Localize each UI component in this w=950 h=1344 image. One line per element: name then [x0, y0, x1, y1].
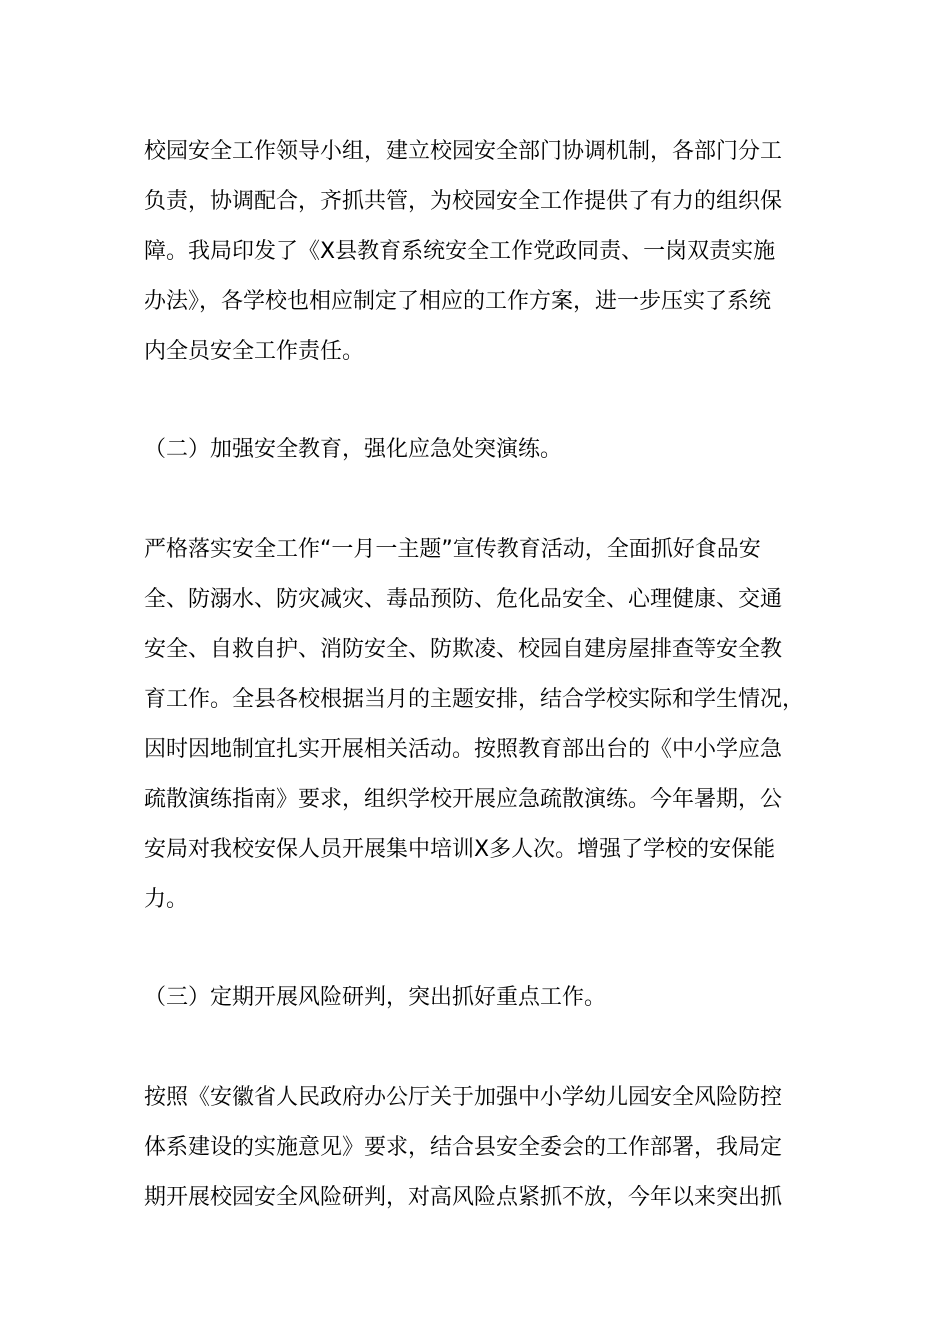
heading-text: （二）加强安全教育，强化应急处突演练。: [144, 437, 563, 462]
text-line: 安全、自救自护、消防安全、防欺凌、校园自建房屋排查等安全教: [144, 637, 783, 662]
text-line: 严格落实安全工作“一月一主题”宣传教育活动，全面抓好食品安: [144, 537, 761, 562]
text-line: 安局对我校安保人员开展集中培训X多人次。增强了学校的安保能: [144, 837, 776, 862]
paragraph-safety-education: [144, 525, 844, 925]
text-line: 障。我局印发了《X县教育系统安全工作党政同责、一岗双责实施: [144, 239, 776, 264]
text-line: 办法》，各学校也相应制定了相应的工作方案，进一步压实了系统: [144, 289, 772, 314]
heading-text: （三）定期开展风险研判，突出抓好重点工作。: [144, 985, 607, 1010]
text-line: 内全员安全工作责任。: [144, 339, 365, 364]
section-heading-2: [144, 425, 844, 475]
text-line: 负责，协调配合，齐抓共管，为校园安全工作提供了有力的组织保: [144, 189, 783, 214]
text-line: 全、防溺水、防灾减灾、毒品预防、危化品安全、心理健康、交通: [144, 587, 783, 612]
text-line: 校园安全工作领导小组，建立校园安全部门协调机制，各部门分工: [144, 139, 783, 164]
text-line: 力。: [144, 887, 189, 912]
text-line: 按照《安徽省人民政府办公厅关于加强中小学幼儿园安全风险防控: [144, 1085, 783, 1110]
section-heading-3: [144, 973, 844, 1023]
text-line: 期开展校园安全风险研判，对高风险点紧抓不放，今年以来突出抓: [144, 1185, 783, 1210]
paragraph-safety-organization: [144, 127, 844, 377]
text-line: 因时因地制宜扎实开展相关活动。按照教育部出台的《中小学应急: [144, 737, 783, 762]
text-line: 育工作。全县各校根据当月的主题安排，结合学校实际和学生情况，: [144, 687, 805, 712]
text-line: 疏散演练指南》要求，组织学校开展应急疏散演练。今年暑期，公: [144, 787, 783, 812]
paragraph-risk-assessment: [144, 1073, 844, 1223]
text-line: 体系建设的实施意见》要求，结合县安全委会的工作部署，我局定: [144, 1135, 783, 1160]
